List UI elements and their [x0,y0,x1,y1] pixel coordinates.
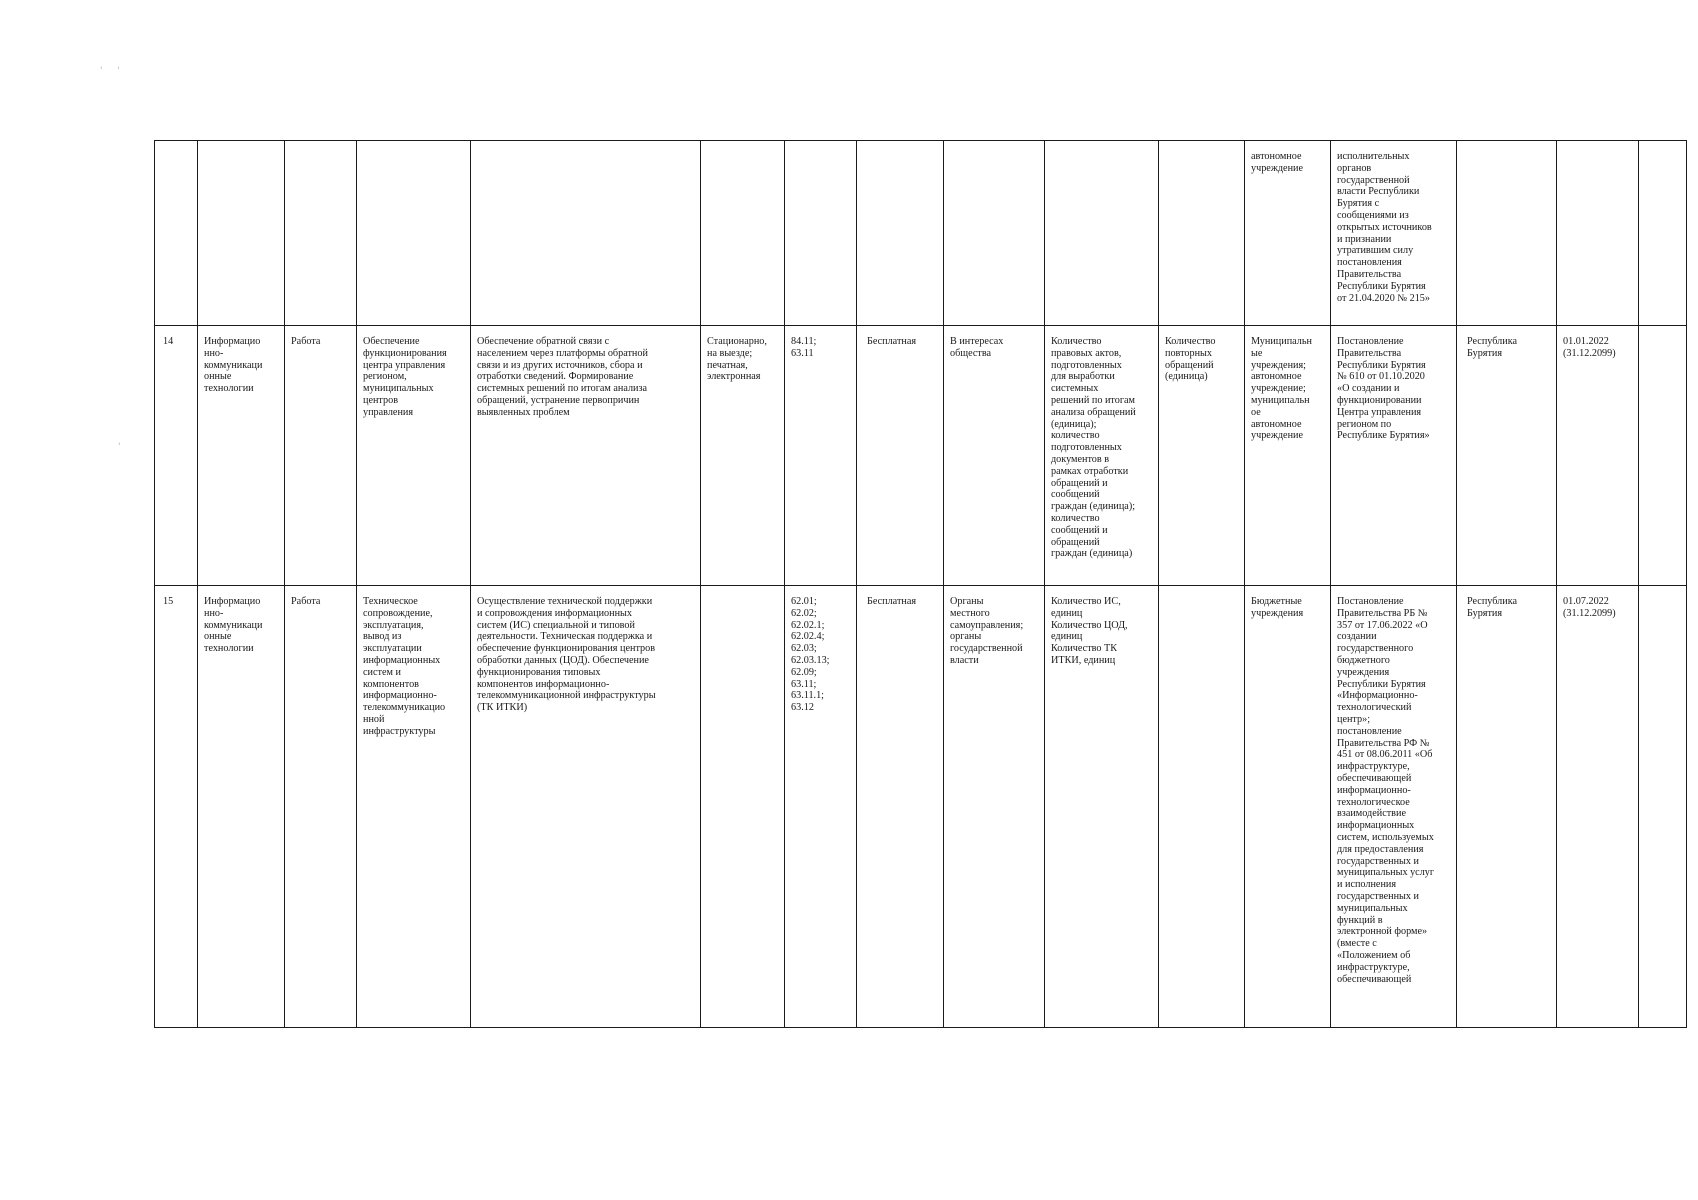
cell-form: Стационарно, на выезде; печатная, электронная [701,326,785,586]
cell-legal-basis: Постановление Правительства Республики Бурятия № 610 от 01.10.2020 «О создании и функционировании Центра управления регионом по Республике Бурятия» [1331,326,1457,586]
cell-name: Техническое сопровождение, эксплуатация, вывод из эксплуатации информационных систем и компонентов информационно- телекоммуникацио нной инфраструктуры [357,586,471,1028]
cell-consumers: Органы местного самоуправления; органы государственной власти [944,586,1045,1028]
table-row [155,586,1687,1028]
cell-name: Обеспечение функционирования центра управления регионом, муниципальных центров управления [357,326,471,586]
cell-dates: 01.01.2022 (31.12.2099) [1557,326,1639,586]
cell-sector: Информацио нно- коммуникаци онные технологии [198,326,285,586]
cell-dates: 01.07.2022 (31.12.2099) [1557,586,1639,1028]
cell-form [701,586,785,1028]
cell-volume-indicator [1045,141,1159,326]
cell-legal-basis: Постановление Правительства РБ № 357 от 17.06.2022 «О создании государственного бюджетного учреждения Республики Бурятия «Информационно- технологический центр»; постановление Правительства РФ № 451 от 08.06.2011 «Об инфраструктуре, обеспечивающей информационно- технологическое взаимодействие информационных систем, используемых для предоставления государственных и муниципальных услуг и исполнения государственных и муниципальных функций в электронной форме» (вместе с «Положением об инфраструктуре, обеспечивающей [1331,586,1457,1028]
cell-institution-type: Муниципальн ые учреждения; автономное учреждение; муниципальн ое автономное учреждение [1245,326,1331,586]
cell-sector [198,141,285,326]
services-registry-table [154,140,1687,1028]
cell-consumers: В интересах общества [944,326,1045,586]
cell-quality-indicator [1159,586,1245,1028]
cell-payment: Бесплатная [857,586,944,1028]
table-row [155,326,1687,586]
scan-marks: ' ' [100,66,126,76]
cell-type: Работа [285,586,357,1028]
cell-okved: 84.11; 63.11 [785,326,857,586]
cell-extra [1639,141,1687,326]
cell-territory: Республика Бурятия [1457,326,1557,586]
cell-quality-indicator [1159,141,1245,326]
cell-number: 14 [155,326,198,586]
cell-name [357,141,471,326]
cell-quality-indicator: Количество повторных обращений (единица) [1159,326,1245,586]
cell-content [471,141,701,326]
cell-volume-indicator: Количество ИС, единиц Количество ЦОД, единиц Количество ТК ИТКИ, единиц [1045,586,1159,1028]
cell-sector: Информацио нно- коммуникаци онные технологии [198,586,285,1028]
cell-extra [1639,326,1687,586]
cell-extra [1639,586,1687,1028]
cell-form [701,141,785,326]
cell-number [155,141,198,326]
cell-dates [1557,141,1639,326]
table-row [155,141,1687,326]
cell-territory [1457,141,1557,326]
cell-type [285,141,357,326]
cell-territory: Республика Бурятия [1457,586,1557,1028]
cell-type: Работа [285,326,357,586]
cell-legal-basis: исполнительных органов государственной власти Республики Бурятия с сообщениями из открытых источников и признании утратившим силу постановления Правительства Республики Бурятия от 21.04.2020 № 215» [1331,141,1457,326]
cell-content: Обеспечение обратной связи с населением через платформы обратной связи и из других источников, сбора и отработки сведений. Формирование системных решений по итогам анализа обращений, устранение первопричин выявленных проблем [471,326,701,586]
cell-content: Осуществление технической поддержки и сопровождения информационных систем (ИС) специальной и типовой деятельности. Техническая поддержка и обеспечение функционирования центров обработки данных (ЦОД). Обеспечение функционирования типовых компонентов информационно- телекоммуникационной инфраструктуры (ТК ИТКИ) [471,586,701,1028]
cell-okved [785,141,857,326]
cell-volume-indicator: Количество правовых актов, подготовленных для выработки системных решений по итогам анализа обращений (единица); количество подготовленных документов в рамках отработки обращений и сообщений граждан (единица); количество сообщений и обращений граждан (единица) [1045,326,1159,586]
cell-payment: Бесплатная [857,326,944,586]
side-mark: ' [118,442,121,452]
cell-okved: 62.01; 62.02; 62.02.1; 62.02.4; 62.03; 62.03.13; 62.09; 63.11; 63.11.1; 63.12 [785,586,857,1028]
cell-institution-type: Бюджетные учреждения [1245,586,1331,1028]
cell-number: 15 [155,586,198,1028]
cell-institution-type: автономное учреждение [1245,141,1331,326]
cell-payment [857,141,944,326]
cell-consumers [944,141,1045,326]
